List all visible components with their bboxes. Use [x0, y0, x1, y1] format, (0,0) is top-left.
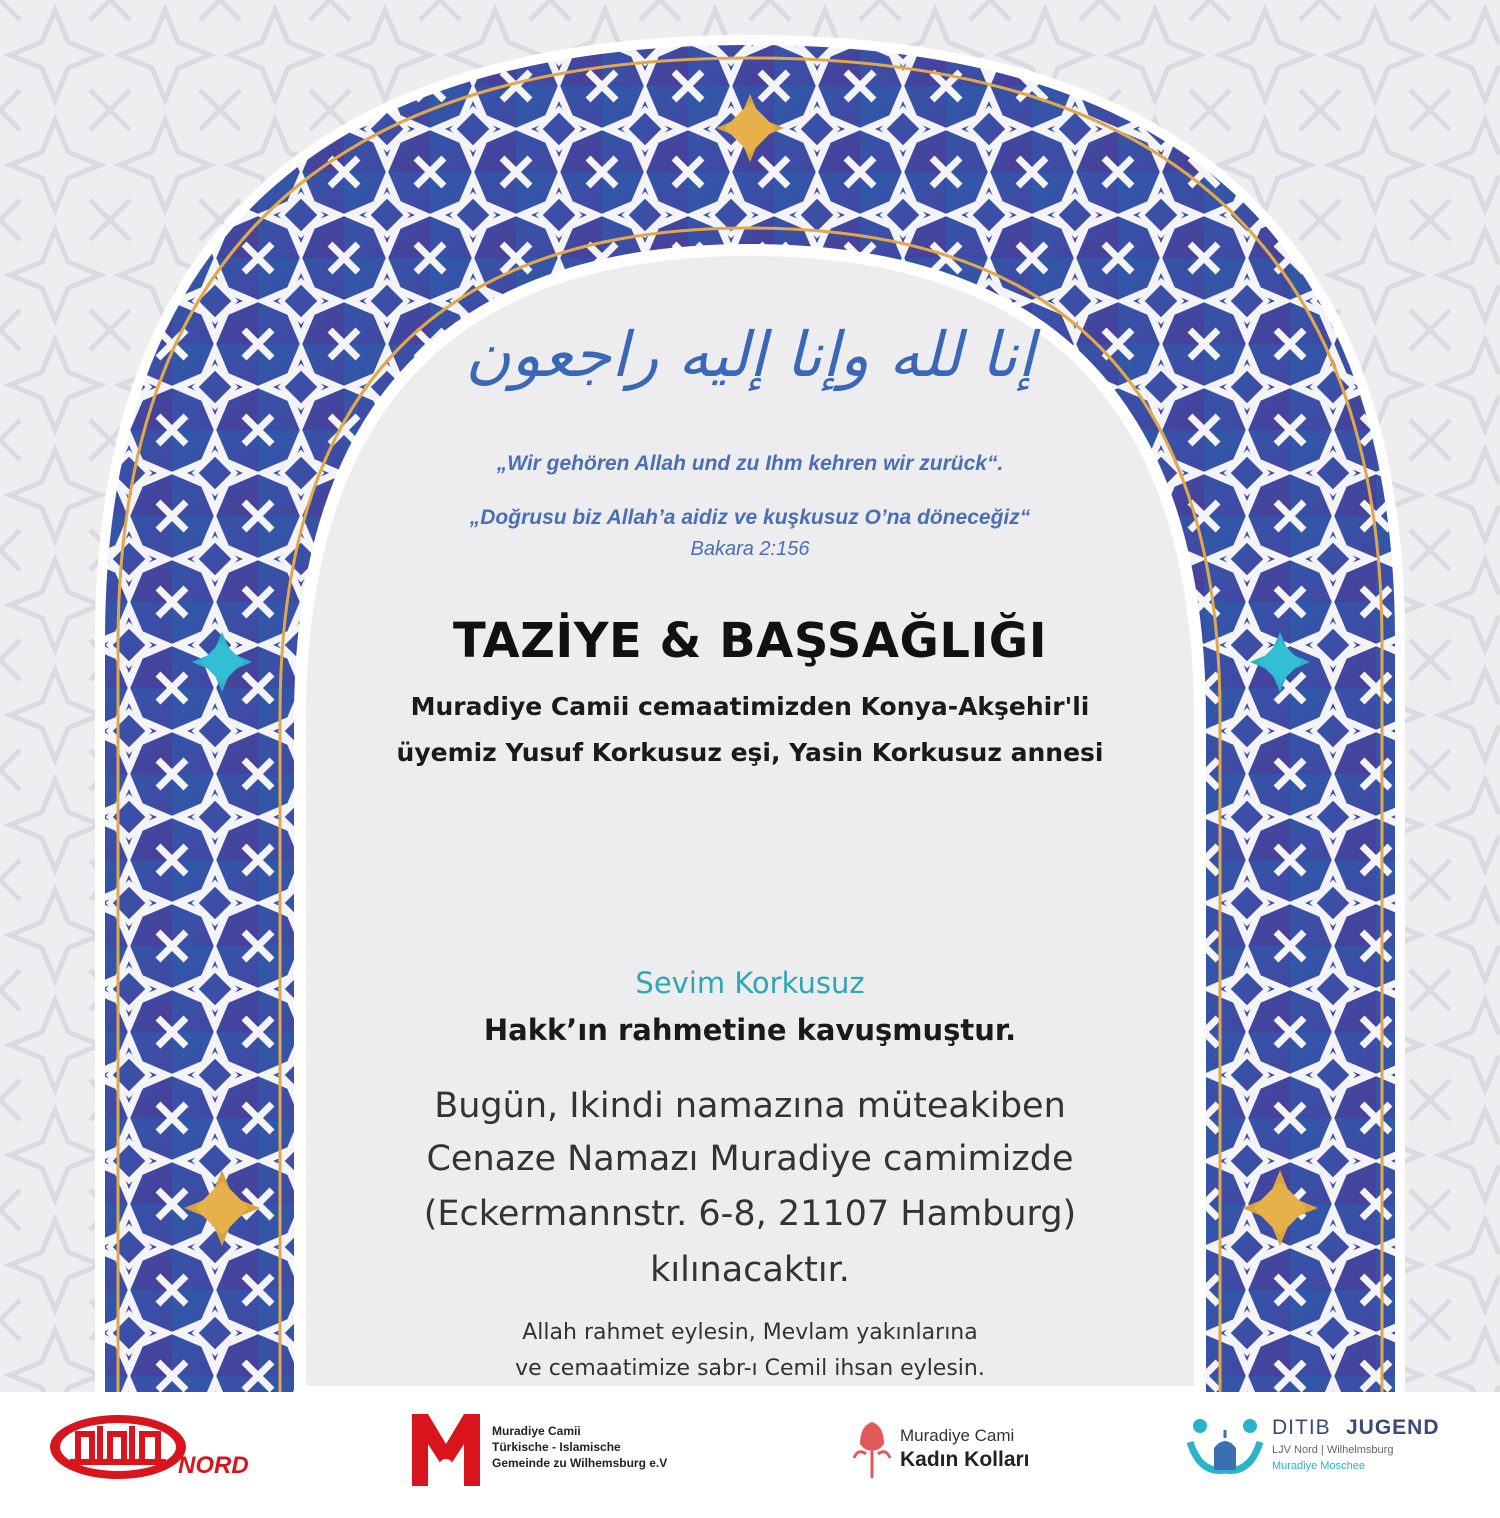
jugend-line-2: Muradiye Moschee — [1272, 1460, 1365, 1472]
funeral-line-1: Bugün, Ikindi namazına müteakiben — [434, 1086, 1066, 1126]
jugend-line-1: LJV Nord | Wilhelmsburg — [1272, 1444, 1394, 1456]
quote-german: „Wir gehören Allah und zu Ihm kehren wir zurück“. — [496, 452, 1004, 475]
arabic-calligraphy: إنا لله وإنا إليه راجعون — [465, 318, 1035, 391]
tulip-icon — [848, 1420, 896, 1480]
page-title: TAZİYE & BAŞSAĞLIĞI — [452, 613, 1048, 669]
jugend-title-bold: JUGEND — [1346, 1416, 1440, 1439]
muradiye-camii-logo — [408, 1410, 728, 1490]
ditib-jugend-logo — [1186, 1414, 1476, 1500]
muradiye-line-3: Gemeinde zu Wilhemsburg e.V — [492, 1456, 668, 1470]
quote-reference: Bakara 2:156 — [690, 538, 810, 560]
footer-logos — [0, 1392, 1500, 1518]
intro-line-1: Muradiye Camii cemaatimizden Konya-Akşehir'li — [410, 692, 1090, 721]
muradiye-m-icon — [408, 1410, 484, 1486]
funeral-line-2: Cenaze Namazı Muradiye camimizde — [426, 1139, 1074, 1179]
kadin-line-1: Muradiye Cami — [900, 1426, 1015, 1445]
ditib-jugend-icon — [1186, 1414, 1264, 1476]
funeral-line-3: (Eckermannstr. 6-8, 21107 Hamburg) — [423, 1194, 1077, 1234]
deceased-name: Sevim Korkusuz — [635, 966, 865, 1000]
ditib-emblem-icon — [48, 1412, 188, 1482]
ditib-nord-suffix: NORD — [178, 1452, 249, 1479]
closing-line-2: ve cemaatimize sabr-ı Cemil ihsan eylesin. — [515, 1356, 985, 1381]
intro-line-2: üyemiz Yusuf Korkusuz eşi, Yasin Korkusuz annesi — [396, 738, 1104, 767]
kadin-kollari-logo — [848, 1420, 1088, 1490]
muradiye-line-2: Türkische - Islamische — [492, 1440, 621, 1454]
funeral-line-4: kılınacaktır. — [650, 1250, 850, 1290]
kadin-line-2: Kadın Kolları — [900, 1448, 1030, 1471]
quote-turkish: „Doğrusu biz Allah’a aidiz ve kuşkusuz O’na döneceğiz“ — [469, 506, 1031, 529]
ditib-nord-logo — [48, 1412, 258, 1482]
muradiye-line-1: Muradiye Camii — [492, 1424, 581, 1438]
passing-message: Hakk’ın rahmetine kavuşmuştur. — [483, 1013, 1017, 1047]
jugend-title-light: DITIB — [1272, 1416, 1331, 1439]
closing-line-1: Allah rahmet eylesin, Mevlam yakınlarına — [522, 1320, 978, 1345]
